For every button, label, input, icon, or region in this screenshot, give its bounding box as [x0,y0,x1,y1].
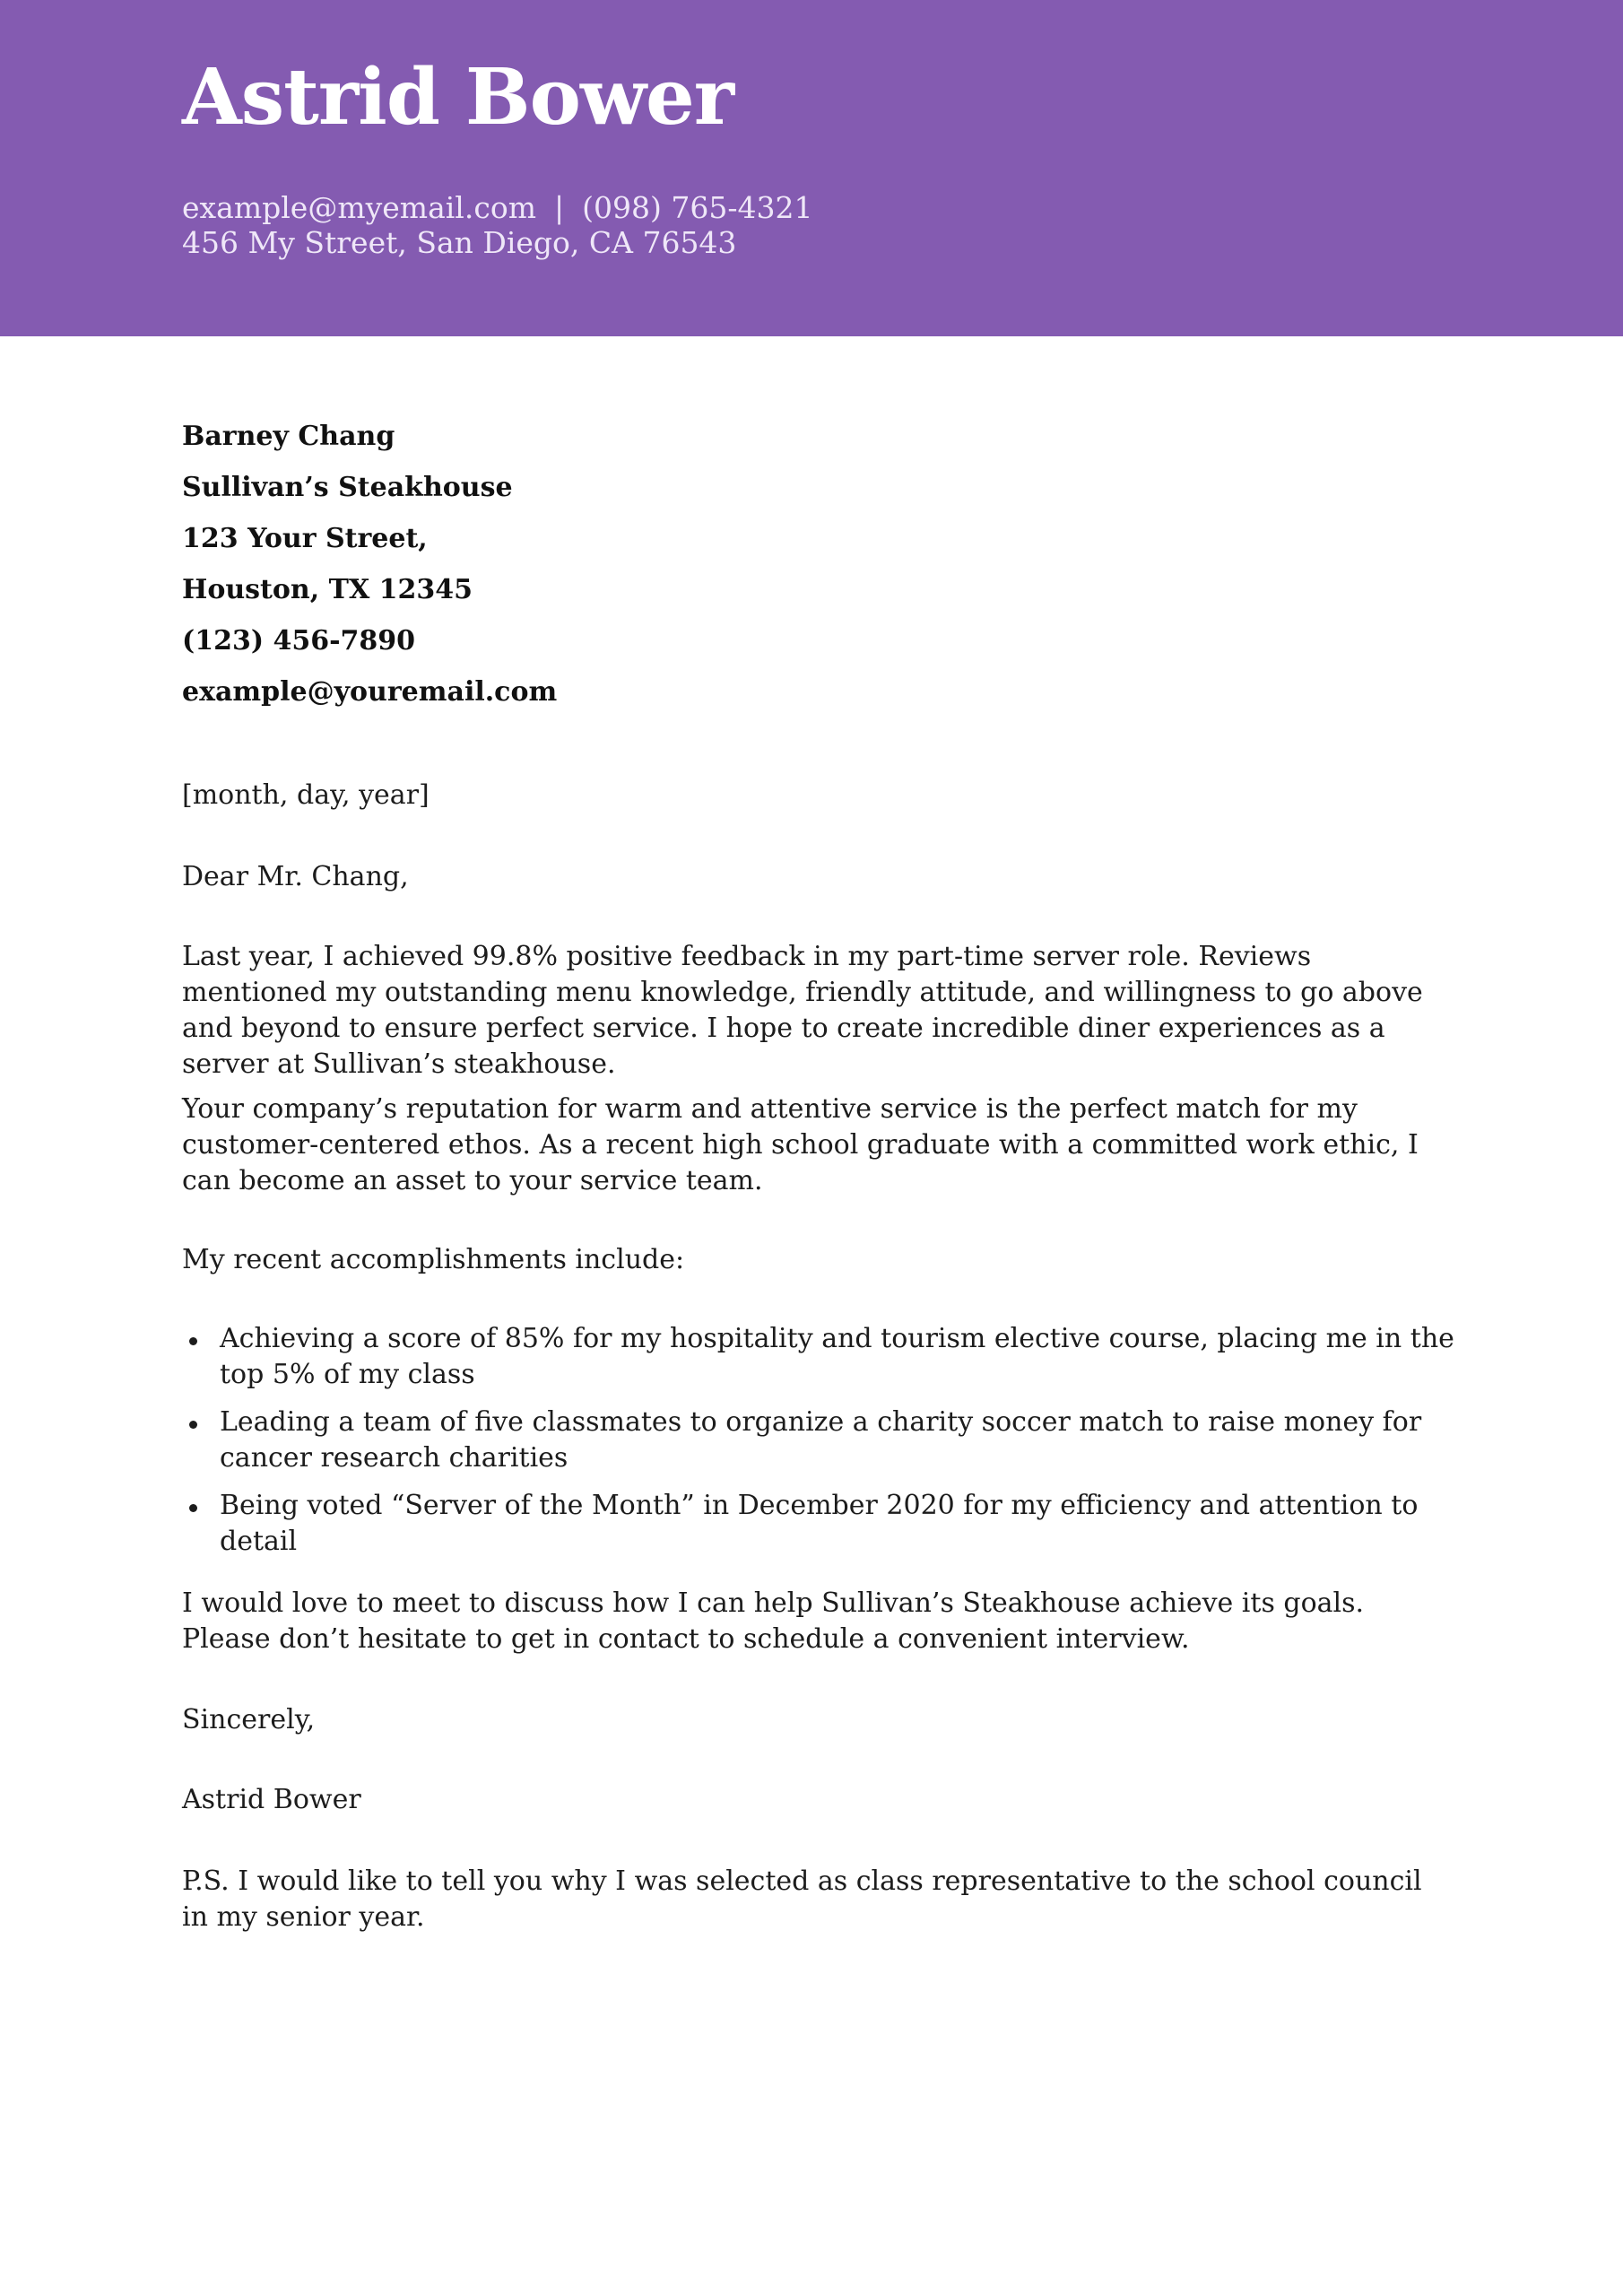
recipient-city: Houston, TX 12345 [182,574,473,605]
sender-address: 456 My Street, San Diego, CA 76543 [182,225,737,260]
signature-name: Astrid Bower [182,1784,361,1815]
recipient-block [182,411,1437,718]
salutation: Dear Mr. Chang, [182,861,409,892]
contact-separator: | [554,190,565,225]
list-item [182,1321,1455,1393]
list-item-text: Leading a team of five classmates to organize a charity soccer match to raise money for cancer research charities [220,1406,1422,1474]
list-item [182,1488,1455,1560]
paragraph-intro: Last year, I achieved 99.8% positive feedback in my part-time server role. Reviews mentioned my outstanding menu knowledge, friendly attitude, and willingness to go above and beyond to ensure perfect service. I hope to create incredible diner experiences as a server at Sullivan’s steakhouse. [182,941,1423,1080]
closing-paragraph: I would love to meet to discuss how I can help Sullivan’s Steakhouse achieve its goals. Please don’t hesitate to get in contact to schedule a convenient interview. [182,1587,1365,1655]
header-banner [0,0,1623,336]
paragraph-company: Your company’s reputation for warm and attentive service is the perfect match for my customer-centered ethos. As a recent high school graduate with a committed work ethic, I can become an asset to your service team. [182,1093,1419,1196]
sender-phone: (098) 765-4321 [582,190,813,225]
sender-name: Astrid Bower [182,52,734,143]
recipient-email: example@youremail.com [182,676,558,708]
letter-date: [month, day, year] [182,779,430,811]
accomplishments-intro: My recent accomplishments include: [182,1244,685,1275]
bullet-icon [189,1504,197,1512]
accomplishments-list [182,1321,1455,1571]
list-item-text: Achieving a score of 85% for my hospitality and tourism elective course, placing me in the top 5% of my class [220,1323,1454,1390]
postscript: P.S. I would like to tell you why I was selected as class representative to the school council in my senior year. [182,1866,1422,1933]
bullet-icon [189,1337,197,1345]
recipient-name: Barney Chang [182,421,395,452]
bullet-icon [189,1421,197,1429]
recipient-company: Sullivan’s Steakhouse [182,472,513,503]
list-item-text: Being voted “Server of the Month” in December 2020 for my efficiency and attention to detail [220,1490,1419,1557]
list-item [182,1405,1455,1476]
recipient-phone: (123) 456-7890 [182,625,416,657]
sender-email: example@myemail.com [182,190,536,225]
sender-contact-line [182,191,812,225]
recipient-street: 123 Your Street, [182,523,428,554]
signoff: Sincerely, [182,1704,316,1735]
